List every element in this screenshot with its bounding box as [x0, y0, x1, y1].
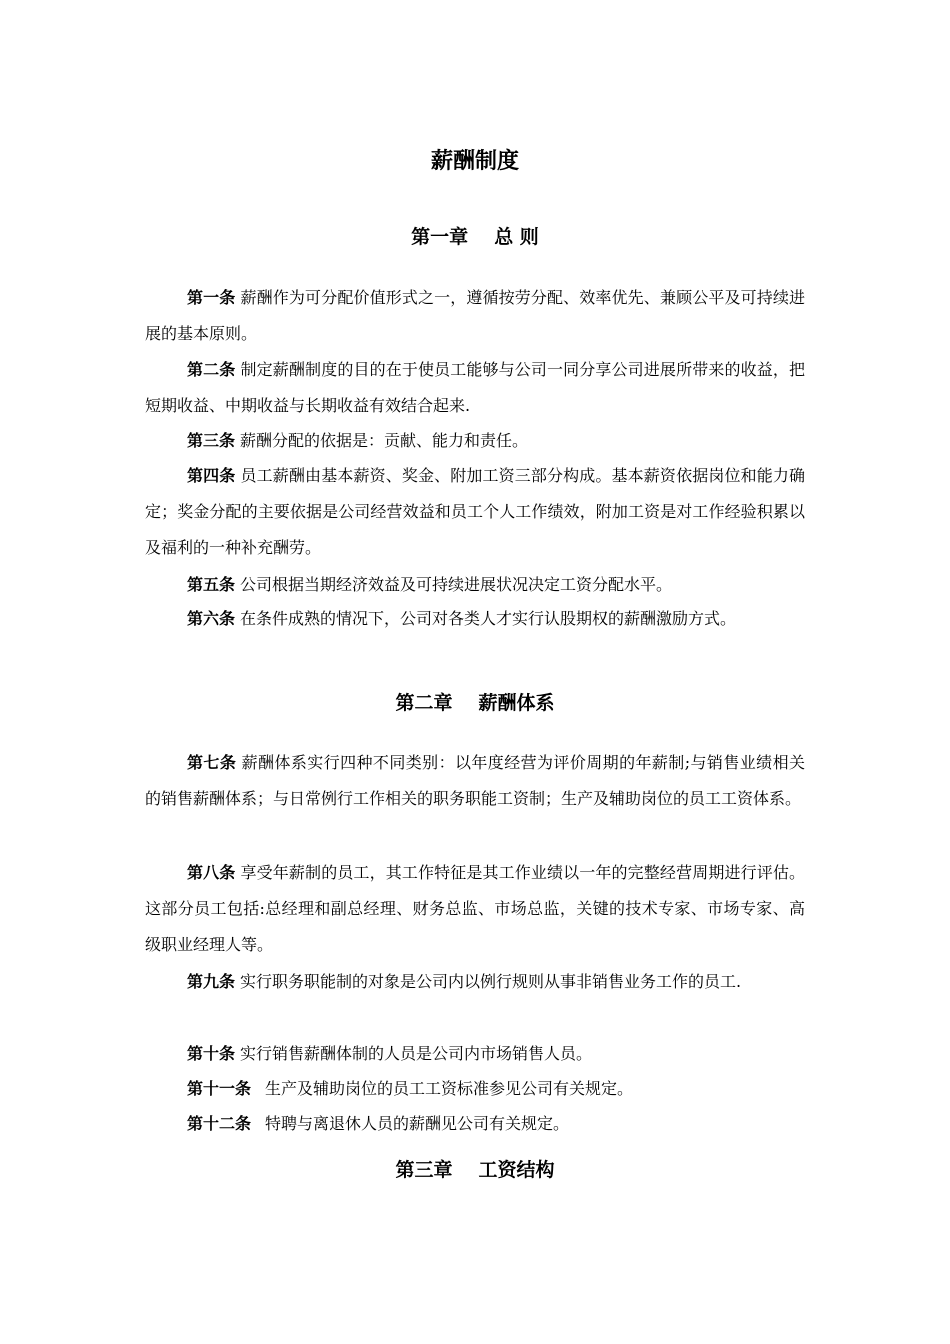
article-text: 实行销售薪酬体制的人员是公司内市场销售人员。 — [240, 1044, 593, 1063]
article-1 — [145, 280, 805, 352]
chapter-title: 薪酬体系 — [478, 692, 555, 714]
article-number: 第四条 — [187, 466, 236, 485]
chapter-1-heading — [0, 222, 950, 252]
article-8 — [145, 855, 805, 963]
article-number: 第十一条 — [187, 1079, 252, 1098]
article-number: 第三条 — [187, 431, 236, 450]
article-7 — [145, 745, 805, 817]
chapter-number: 第三章 — [395, 1159, 453, 1181]
article-number: 第八条 — [187, 863, 236, 882]
article-2 — [145, 352, 805, 424]
article-number: 第五条 — [187, 575, 236, 594]
chapter-number: 第二章 — [395, 692, 453, 714]
article-4 — [145, 458, 805, 566]
article-9 — [145, 964, 805, 1000]
chapter-3-heading — [0, 1155, 950, 1185]
article-number: 第七条 — [187, 753, 237, 772]
article-text: 公司根据当期经济效益及可持续进展状况决定工资分配水平。 — [240, 575, 673, 594]
article-text: 在条件成熟的情况下，公司对各类人才实行认股期权的薪酬激励方式。 — [240, 609, 737, 628]
article-3 — [145, 423, 805, 459]
chapter-title: 总 则 — [494, 226, 539, 248]
article-text: 员工薪酬由基本薪资、奖金、附加工资三部分构成。基本薪资依据岗位和能力确定；奖金分配的主要依据是公司经营效益和员工个人工作绩效，附加工资是对工作经验积累以及福利的一种补充酬劳。 — [145, 466, 805, 557]
article-number: 第十条 — [187, 1044, 236, 1063]
chapter-2-heading — [0, 688, 950, 718]
article-5 — [145, 567, 805, 603]
article-number: 第一条 — [187, 288, 236, 307]
chapter-title: 工资结构 — [478, 1159, 555, 1181]
article-text: 薪酬分配的依据是：贡献、能力和责任。 — [240, 431, 529, 450]
article-text: 薪酬作为可分配价值形式之一，遵循按劳分配、效率优先、兼顾公平及可持续进展的基本原则。 — [145, 288, 805, 343]
article-text: 薪酬体系实行四种不同类别：以年度经营为评价周期的年薪制;与销售业绩相关的销售薪酬体系；与日常例行工作相关的职务职能工资制；生产及辅助岗位的员工工资体系。 — [145, 753, 805, 808]
article-text: 特聘与离退休人员的薪酬见公司有关规定。 — [265, 1114, 570, 1133]
article-10 — [145, 1036, 805, 1072]
article-number: 第十二条 — [187, 1114, 252, 1133]
article-number: 第六条 — [187, 609, 236, 628]
chapter-number: 第一章 — [411, 226, 469, 248]
article-text: 享受年薪制的员工，其工作特征是其工作业绩以一年的完整经营周期进行评估。这部分员工包括:总经理和副总经理、财务总监、市场总监，关键的技术专家、市场专家、高级职业经理人等。 — [145, 863, 805, 954]
article-number: 第九条 — [187, 972, 236, 991]
article-12 — [145, 1106, 805, 1142]
document-title: 薪酬制度 — [430, 149, 519, 174]
article-number: 第二条 — [187, 360, 236, 379]
article-text: 实行职务职能制的对象是公司内以例行规则从事非销售业务工作的员工. — [240, 972, 742, 991]
article-text: 制定薪酬制度的目的在于使员工能够与公司一同分享公司进展所带来的收益，把短期收益、中期收益与长期收益有效结合起来. — [145, 360, 805, 415]
article-text: 生产及辅助岗位的员工工资标准参见公司有关规定。 — [265, 1079, 634, 1098]
article-6 — [145, 601, 805, 637]
article-11 — [145, 1071, 805, 1107]
